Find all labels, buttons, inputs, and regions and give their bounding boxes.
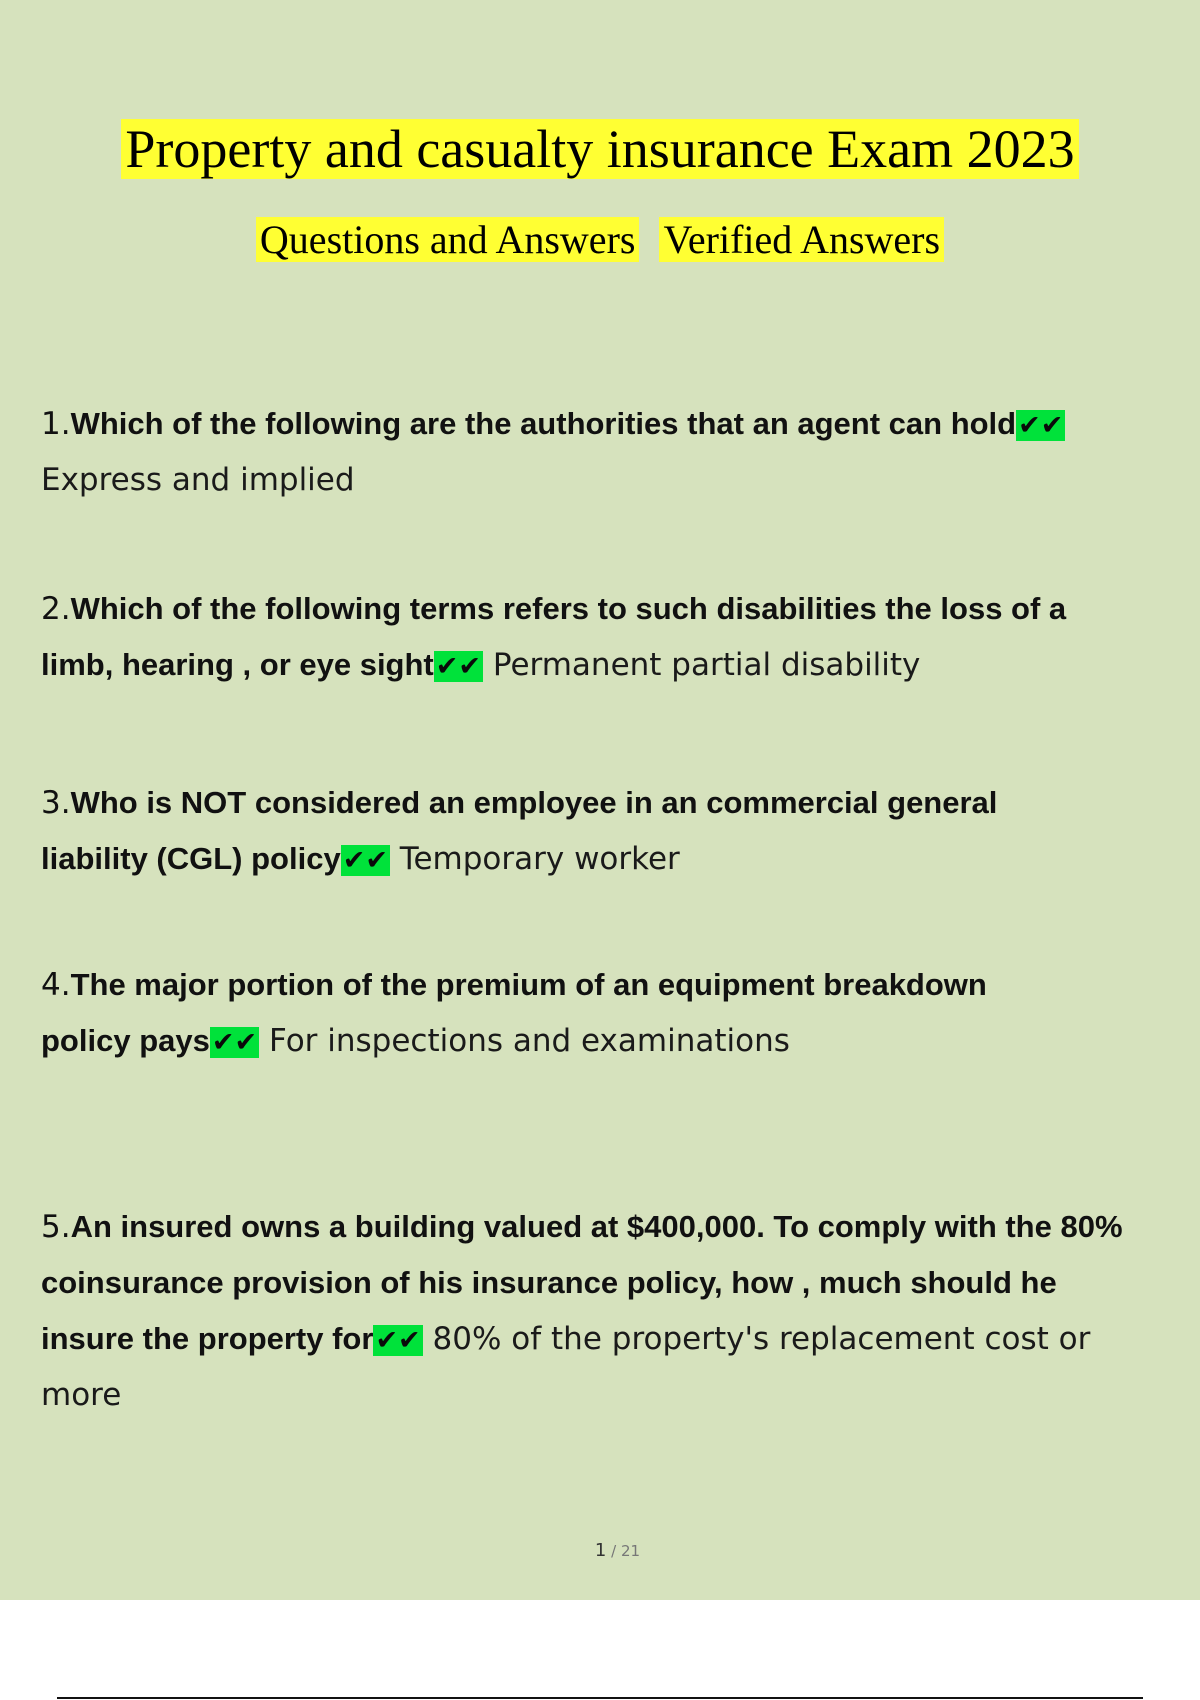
question-text: Which of the following terms refers to such disabilities the loss of a <box>70 591 1067 626</box>
page-total: / 21 <box>606 1542 641 1560</box>
answer-line <box>41 452 1171 508</box>
question-line <box>41 957 1171 1013</box>
question-number: 5. <box>41 1209 71 1245</box>
page-current: 1 <box>594 1540 607 1561</box>
question-text: Who is NOT considered an employee in an commercial general <box>70 785 998 820</box>
page-divider <box>57 1697 1143 1699</box>
question-text: Which of the following are the authorities that an agent can hold <box>70 406 1017 441</box>
question-line <box>41 1311 1171 1367</box>
subtitle-part-1: Questions and Answers <box>256 217 640 262</box>
question-line <box>41 831 1171 887</box>
question-item-4 <box>41 957 1171 1069</box>
question-text: policy pays <box>41 1023 210 1058</box>
question-text: insure the property for <box>41 1321 374 1356</box>
question-text: liability (CGL) policy <box>41 841 341 876</box>
double-check-icon: ✔✔ <box>342 845 388 876</box>
question-line <box>41 396 1171 452</box>
page-indicator <box>0 1540 1200 1561</box>
double-check-icon: ✔✔ <box>1018 410 1064 441</box>
question-number: 1. <box>41 406 71 442</box>
answer-text: Permanent partial disability <box>483 647 921 683</box>
answer-text: 80% of the property's replacement cost or <box>422 1321 1091 1357</box>
question-text: An insured owns a building valued at $400,000. To comply with the 80% <box>70 1209 1123 1244</box>
question-line <box>41 1013 1171 1069</box>
question-item-1 <box>41 396 1171 508</box>
question-item-2 <box>41 581 1171 693</box>
question-number: 4. <box>41 967 71 1003</box>
answer-line <box>41 1367 1171 1423</box>
question-number: 2. <box>41 591 71 627</box>
question-text: coinsurance provision of his insurance policy, how , much should he <box>41 1265 1057 1300</box>
document-subtitle <box>0 214 1200 266</box>
answer-text: Temporary worker <box>389 841 680 877</box>
question-item-3 <box>41 775 1171 887</box>
double-check-icon: ✔✔ <box>375 1325 421 1356</box>
document-title-text: Property and casualty insurance Exam 2023 <box>121 119 1078 179</box>
question-line <box>41 581 1171 637</box>
question-line <box>41 775 1171 831</box>
question-text: The major portion of the premium of an equipment breakdown <box>70 967 987 1002</box>
double-check-icon: ✔✔ <box>435 651 482 682</box>
question-line <box>41 1255 1171 1311</box>
document-title <box>0 115 1200 183</box>
answer-text: Express and implied <box>41 462 355 498</box>
question-line <box>41 1199 1171 1255</box>
question-number: 3. <box>41 785 71 821</box>
question-item-5 <box>41 1199 1171 1423</box>
subtitle-part-2: Verified Answers <box>659 217 944 262</box>
answer-text: more <box>41 1377 122 1413</box>
double-check-icon: ✔✔ <box>211 1027 258 1058</box>
answer-text: For inspections and examinations <box>259 1023 790 1059</box>
question-text: limb, hearing , or eye sight <box>41 647 434 682</box>
question-line <box>41 637 1171 693</box>
